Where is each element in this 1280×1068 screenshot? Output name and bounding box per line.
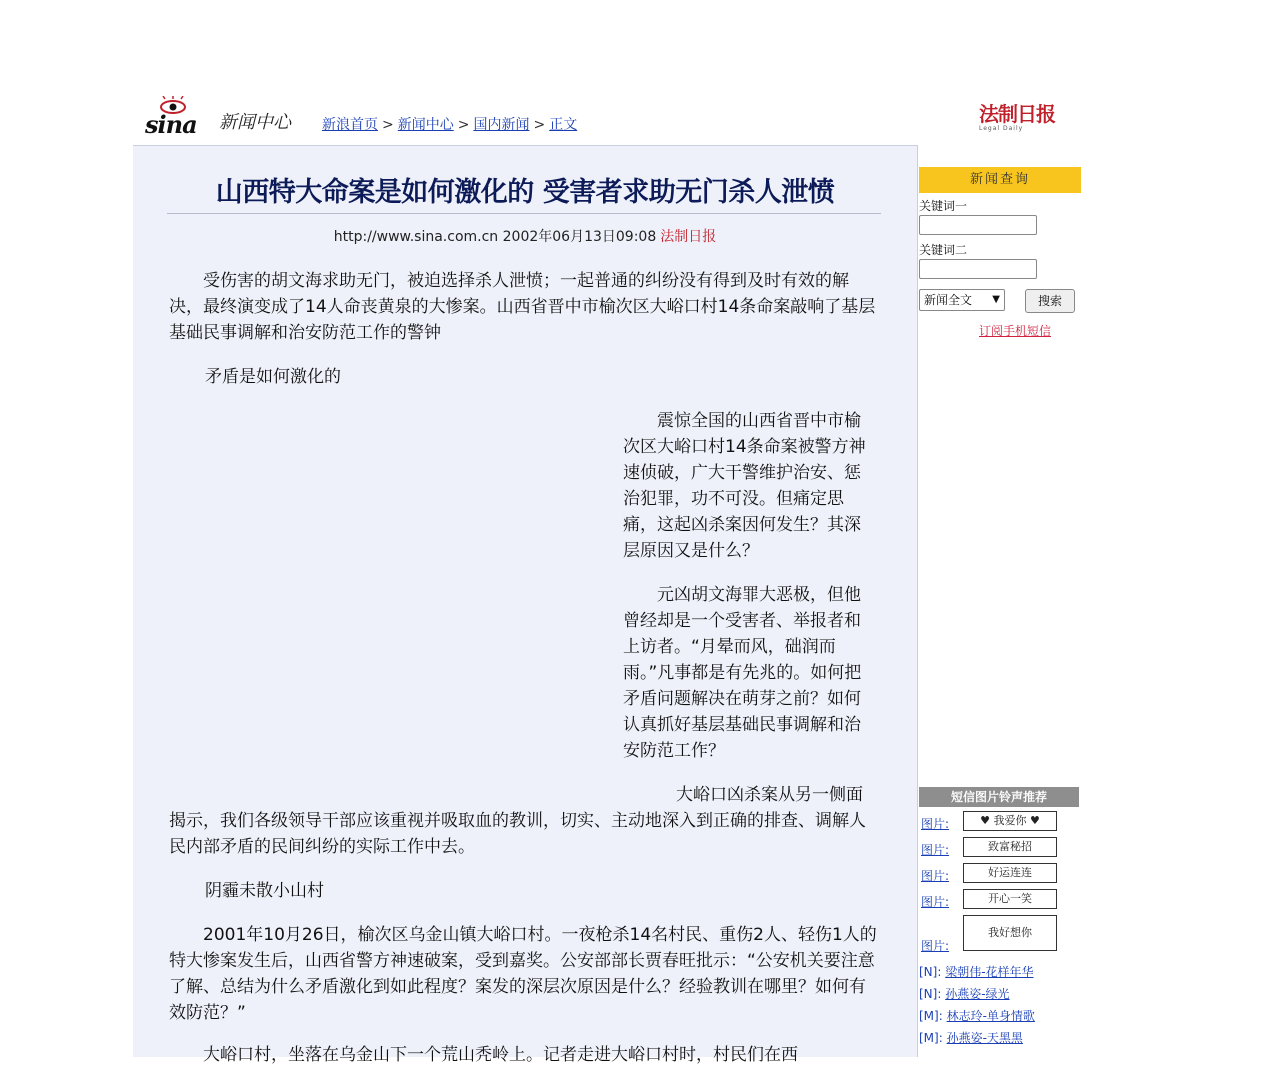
ringtone-tag: [M]: — [919, 1031, 943, 1045]
article-subheading: 阴霾未散小山村 — [205, 881, 324, 901]
page — [133, 0, 1081, 1065]
picture-link[interactable]: 图片: — [921, 895, 950, 909]
logo-text: sina — [145, 110, 197, 139]
article-subheading: 矛盾是如何激化的 — [205, 367, 341, 387]
section-name: 新闻中心 — [219, 112, 291, 133]
picture-thumbnail[interactable]: ♥ 我爱你 ♥ — [963, 811, 1057, 831]
ringtone-item[interactable] — [919, 1007, 1035, 1024]
article-paragraph: 2001年10月26日，榆次区乌金山镇大峪口村。一夜枪杀14名村民、重伤2人、轻伤1人的特大惨案发生后，山西省警方神速破案，受到嘉奖。公安部部长贾春旺批示：“公安机关要注意了解、总结为什么矛盾激化到如此程度？案发的深层次原因是什么？经验教训在哪里？如何有效防范？” — [169, 925, 877, 1023]
chevron-down-icon: ▼ — [992, 294, 1000, 305]
legal-daily-logo-text: 法制日报 — [979, 102, 1055, 126]
breadcrumb-home-link[interactable]: 新浪首页 — [322, 117, 378, 133]
picture-link[interactable]: 图片: — [921, 939, 950, 953]
article-paragraph-column: 震惊全国的山西省晋中市榆次区大峪口村14条命案被警方神速侦破，广大干警维护治安、惩治犯罪，功不可没。但痛定思痛，这起凶杀案因何发生？其深层原因又是什么？ — [623, 411, 866, 561]
article-paragraph: 大峪口村，坐落在乌金山下一个荒山秃岭上。记者走进大峪口村时，村民们在西 — [203, 1045, 798, 1065]
picture-thumbnail[interactable]: 好运连连 — [963, 863, 1057, 883]
breadcrumb-current-link[interactable]: 正文 — [549, 117, 578, 133]
keyword1-label: 关键词一 — [919, 199, 968, 213]
recommend-header: 短信图片铃声推荐 — [919, 787, 1079, 807]
meta-source-link[interactable]: 法制日报 — [660, 229, 717, 245]
breadcrumb-news-link[interactable]: 新闻中心 — [397, 117, 454, 133]
legal-daily-logo[interactable] — [979, 98, 1065, 134]
ringtone-tag: [N]: — [919, 965, 942, 979]
article-panel — [133, 145, 918, 1065]
keyword2-label: 关键词二 — [919, 243, 968, 257]
article-paragraph-lead: 受伤害的胡文海求助无门，被迫选择杀人泄愤；一起普通的纠纷没有得到及时有效的解决，最终演变成了14人命丧黄泉的大惨案。山西省晋中市榆次区大峪口村14条命案敲响了基层基础民事调解和治安防范工作的警钟 — [169, 271, 876, 343]
ringtone-link[interactable]: 梁朝伟-花样年华 — [945, 965, 1034, 979]
ringtone-link[interactable]: 孙燕姿-天黑黑 — [946, 1031, 1023, 1045]
ringtone-tag: [M]: — [919, 1009, 943, 1023]
breadcrumb-separator: > — [457, 117, 470, 133]
breadcrumb-domestic-link[interactable]: 国内新闻 — [473, 117, 530, 133]
picture-link[interactable]: 图片: — [921, 817, 950, 831]
picture-thumbnail[interactable]: 致富秘招 — [963, 837, 1057, 857]
title-divider — [167, 213, 881, 214]
ringtone-item[interactable] — [919, 963, 1034, 980]
news-search-header: 新闻查询 — [919, 167, 1081, 193]
article-meta — [133, 226, 917, 246]
site-header — [133, 88, 1081, 146]
sms-subscribe-link[interactable]: 订阅手机短信 — [979, 324, 1052, 338]
picture-thumbnail[interactable]: 开心一笑 — [963, 889, 1057, 909]
sina-logo[interactable] — [145, 96, 209, 139]
sidebar — [917, 145, 1081, 1056]
ringtone-item[interactable] — [919, 985, 1010, 1002]
breadcrumb-separator: > — [533, 117, 546, 133]
article-paragraph — [169, 782, 877, 860]
picture-thumbnail[interactable]: 我好想你 — [963, 915, 1057, 951]
search-button[interactable]: 搜索 — [1025, 289, 1075, 313]
article-title: 山西特大命案是如何激化的 受害者求助无门杀人泄愤 — [215, 177, 835, 208]
ringtone-tag: [N]: — [919, 987, 942, 1001]
search-scope-select[interactable] — [919, 289, 1005, 311]
paragraph-rest: 揭示，我们各级领导干部应该重视并吸取血的教训，切实、主动地深入到正确的排查、调解人民内部矛盾的民间纠纷的实际工作中去。 — [169, 811, 866, 857]
ringtone-link[interactable]: 林志玲-单身情歌 — [946, 1009, 1035, 1023]
picture-link[interactable]: 图片: — [921, 869, 950, 883]
breadcrumb-separator: > — [382, 117, 394, 133]
ringtone-item[interactable] — [919, 1029, 1023, 1046]
ringtone-link[interactable]: 孙燕姿-绿光 — [945, 987, 1010, 1001]
meta-url: http://www.sina.com.cn — [333, 229, 499, 245]
breadcrumb — [322, 114, 577, 134]
legal-daily-logo-subtext: Legal Daily — [979, 125, 1024, 132]
article-paragraph-column: 元凶胡文海罪大恶极，但他曾经却是一个受害者、举报者和上访者。“月晕而风，础润而雨。”凡事都是有先兆的。如何把矛盾问题解决在萌芽之前？如何认真抓好基层基础民事调解和治安防范工作？ — [623, 585, 862, 761]
search-scope-value: 新闻全文 — [924, 293, 973, 307]
meta-time: 2002年06月13日09:08 — [502, 229, 657, 245]
paragraph-first-line: 大峪口凶杀案从另一侧面 — [676, 785, 863, 805]
keyword1-input[interactable] — [919, 215, 1037, 235]
keyword2-input[interactable] — [919, 259, 1037, 279]
picture-link[interactable]: 图片: — [921, 843, 950, 857]
